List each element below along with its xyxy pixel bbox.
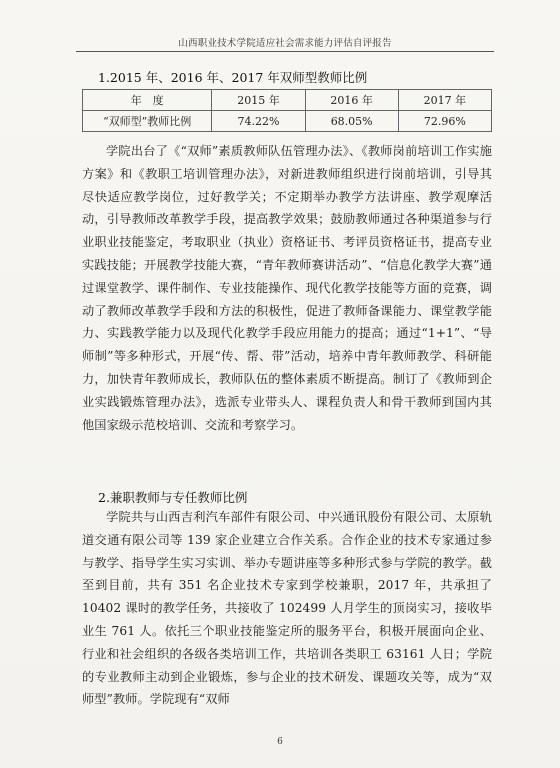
section-1-paragraph: 学院出台了《“双师”素质教师队伍管理办法》、《教师岗前培训工作实施方案》和《教职工培训管理办法》，对新进教师组织进行岗前培训，引导其尽快适应教学岗位，过好教学关；不定期举办教学方法讲座、教学观摩活动，引导教师改革教学手段，提高教学效果；鼓励教师通过各种渠道参与行业职业技能鉴定，考取职业（执业）资格证书、考评员资格证书，提高专业实践技能；开展教学技能大赛，“青年教师赛讲活动”、“信息化教学大赛”通过课堂教学、课件制作、专业技能操作、现代化教学技能等方面的竞赛，调动了教师改革教学手段和方法的积极性，促进了教师备课能力、课堂教学能力、实践教学能力以及现代化教学手段应用能力的提高；通过“1+1”、“导师制”等多种形式，开展“传、帮、带”活动，培养中青年教师教学、科研能力，加快青年教师成长，教师队伍的整体素质不断提高。制订了《教师到企业实践锻炼管理办法》，选派专业带头人、课程负责人和骨干教师到国内其他国家级示范校培训、交流和考察学习。: [82, 144, 492, 432]
table-header-cell: 2015 年: [212, 90, 305, 111]
section-2-title: 2.兼职教师与专任教师比例: [98, 490, 248, 505]
table-header-cell: 2017 年: [398, 90, 491, 111]
table-row: [83, 111, 492, 132]
section-2-paragraph: 学院共与山西吉利汽车部件有限公司、中兴通讯股份有限公司、太原轨道交通有限公司等 139 家企业建立合作关系。合作企业的技术专家通过参与教学、指导学生实习实训、举办专题讲座等多种形式参与学院的教学。截至到目前，共有 351 名企业技术专家到学校兼职，2017 年，共承担了 10402 课时的教学任务，共接收了 102499 人月学生的顶岗实习，接收毕业生 761 人。依托三个职业技能鉴定所的服务平台，积极开展面向企业、行业和社会组织的各级各类培训工作，共培训各类职工 63161 人日；学院的专业教师主动到企业锻炼，参与企业的技术研发、课题攻关等，成为“双师型”教师。学院现有“双师: [82, 510, 492, 707]
table-header-cell: 2016 年: [305, 90, 398, 111]
table-cell: 72.96%: [398, 111, 491, 132]
page-number: 6: [277, 737, 283, 747]
running-header: 山西职业技术学院适应社会需求能力评估自评报告: [178, 38, 392, 49]
table-cell: “双师型”教师比例: [83, 111, 212, 132]
table-cell: 68.05%: [305, 111, 398, 132]
table-header-cell: 年 度: [83, 90, 212, 111]
table-cell: 74.22%: [212, 111, 305, 132]
section-1-title: 1.2015 年、2016 年、2017 年双师型教师比例: [98, 70, 368, 85]
table-header-row: [83, 90, 492, 111]
header-divider: [76, 51, 494, 52]
dual-qualified-ratio-table: [82, 89, 492, 132]
